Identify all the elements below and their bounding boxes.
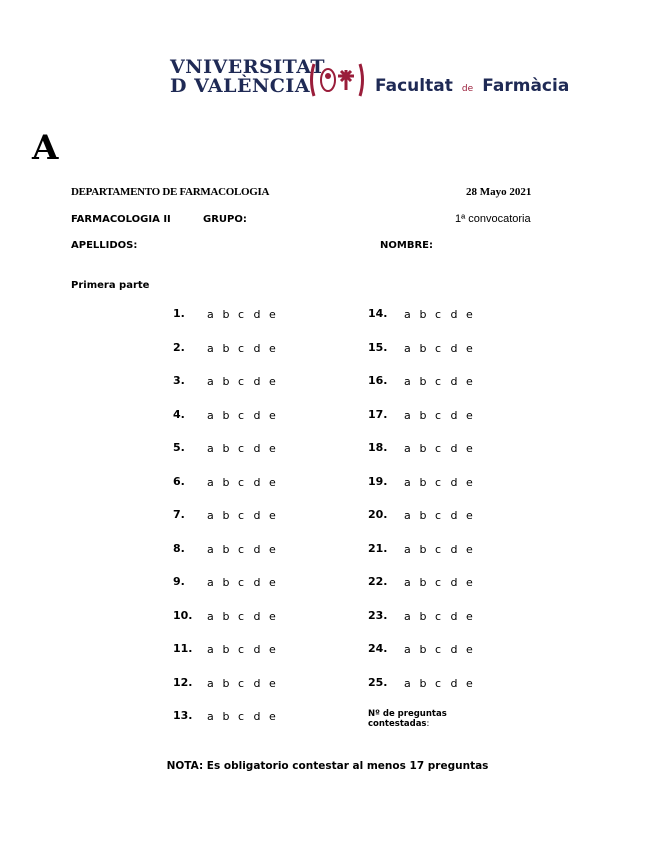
answered-count-label [368, 709, 447, 729]
answer-option[interactable]: c [435, 342, 442, 355]
answer-option[interactable]: d [450, 442, 458, 455]
answer-option[interactable]: b [222, 509, 230, 522]
answer-option[interactable]: e [466, 543, 473, 556]
answer-options [404, 509, 482, 522]
answer-option[interactable]: a [404, 543, 411, 556]
answer-options [207, 576, 285, 589]
question-number: 20. [368, 508, 388, 521]
answer-option[interactable]: d [450, 342, 458, 355]
question-number: 3. [173, 374, 185, 387]
answer-option[interactable]: e [466, 610, 473, 623]
answer-option[interactable]: b [222, 543, 230, 556]
answer-option[interactable]: c [435, 610, 442, 623]
answer-option[interactable]: a [404, 308, 411, 321]
question-number: 14. [368, 307, 388, 320]
answer-option[interactable]: b [222, 610, 230, 623]
answer-option[interactable]: d [450, 509, 458, 522]
answer-option[interactable]: a [207, 342, 214, 355]
answer-option[interactable]: c [238, 576, 245, 589]
faculty-name [375, 76, 569, 96]
question-number: 9. [173, 575, 185, 588]
answer-options [404, 576, 482, 589]
answer-option[interactable]: a [207, 543, 214, 556]
answer-option[interactable]: c [435, 375, 442, 388]
answer-option[interactable]: d [253, 409, 261, 422]
answer-option[interactable]: d [253, 375, 261, 388]
answer-option[interactable]: b [419, 677, 427, 690]
question-number: 24. [368, 642, 388, 655]
question-number: 25. [368, 676, 388, 689]
answer-option[interactable]: a [207, 308, 214, 321]
question-number: 23. [368, 609, 388, 622]
answer-option[interactable]: c [238, 710, 245, 723]
answer-option[interactable]: d [253, 476, 261, 489]
answer-option[interactable]: a [207, 375, 214, 388]
answer-option[interactable]: a [207, 710, 214, 723]
question-number: 2. [173, 341, 185, 354]
answer-option[interactable]: a [404, 509, 411, 522]
answer-option[interactable]: a [404, 409, 411, 422]
answer-option[interactable]: e [466, 375, 473, 388]
answer-option[interactable]: b [419, 543, 427, 556]
question-number: 7. [173, 508, 185, 521]
answer-option[interactable]: e [269, 643, 276, 656]
answer-option[interactable]: a [404, 442, 411, 455]
answer-option[interactable]: c [435, 509, 442, 522]
question-number: 4. [173, 408, 185, 421]
answer-option[interactable]: d [253, 543, 261, 556]
answer-option[interactable]: c [435, 643, 442, 656]
answer-option[interactable]: d [450, 677, 458, 690]
university-seal-icon [308, 62, 366, 98]
answer-option[interactable]: e [466, 576, 473, 589]
answer-option[interactable]: a [207, 442, 214, 455]
answer-option[interactable]: d [253, 710, 261, 723]
answer-options [207, 610, 285, 623]
answer-option[interactable]: e [466, 509, 473, 522]
answer-option[interactable]: e [269, 576, 276, 589]
answer-option[interactable]: e [269, 710, 276, 723]
answer-option[interactable]: a [404, 375, 411, 388]
answer-option[interactable]: c [238, 509, 245, 522]
answer-option[interactable]: d [253, 643, 261, 656]
department-name: DEPARTAMENTO DE FARMACOLOGIA [71, 186, 270, 198]
answer-options [404, 476, 482, 489]
exam-note: NOTA: Es obligatorio contestar al menos 17 preguntas [166, 760, 489, 772]
answer-option[interactable]: d [253, 342, 261, 355]
answer-options [207, 476, 285, 489]
university-name-line2: D VALÈNCIA [170, 75, 311, 97]
answer-option[interactable]: d [450, 375, 458, 388]
answer-option[interactable]: b [419, 509, 427, 522]
answer-option[interactable]: b [419, 342, 427, 355]
answer-option[interactable]: e [269, 610, 276, 623]
answer-options [207, 409, 285, 422]
answer-option[interactable]: d [450, 610, 458, 623]
answer-options [404, 342, 482, 355]
answer-option[interactable]: a [207, 610, 214, 623]
question-number: 8. [173, 542, 185, 555]
answer-options [207, 308, 285, 321]
answer-option[interactable]: e [269, 476, 276, 489]
answer-option[interactable]: e [269, 409, 276, 422]
answer-option[interactable]: c [238, 342, 245, 355]
name-label: NOMBRE: [380, 240, 433, 251]
answer-option[interactable]: d [253, 677, 261, 690]
answer-option[interactable]: d [450, 308, 458, 321]
answered-count-line1: Nº de preguntas [368, 709, 447, 719]
answer-option[interactable]: e [466, 442, 473, 455]
answer-option[interactable]: b [222, 409, 230, 422]
answer-option[interactable]: c [238, 409, 245, 422]
question-number: 22. [368, 575, 388, 588]
exam-version-letter: A [32, 128, 59, 168]
answer-option[interactable]: b [222, 710, 230, 723]
answer-option[interactable]: b [222, 342, 230, 355]
answer-options [404, 543, 482, 556]
answer-option[interactable]: d [253, 610, 261, 623]
answer-option[interactable]: d [253, 576, 261, 589]
answer-option[interactable]: a [207, 677, 214, 690]
answer-option[interactable]: c [435, 409, 442, 422]
faculty-last-word: Farmàcia [482, 76, 570, 96]
answer-option[interactable]: c [435, 543, 442, 556]
answer-option[interactable]: b [419, 375, 427, 388]
section-title: Primera parte [71, 280, 150, 291]
answer-option[interactable]: d [450, 643, 458, 656]
answer-option[interactable]: b [222, 442, 230, 455]
answer-option[interactable]: c [238, 442, 245, 455]
question-number: 21. [368, 542, 388, 555]
question-number: 18. [368, 441, 388, 454]
answer-options [404, 375, 482, 388]
answer-option[interactable]: a [207, 409, 214, 422]
answer-option[interactable]: b [419, 308, 427, 321]
answer-options [207, 342, 285, 355]
answer-option[interactable]: b [222, 643, 230, 656]
question-number: 12. [173, 676, 193, 689]
answer-option[interactable]: b [419, 409, 427, 422]
answer-option[interactable]: d [253, 308, 261, 321]
answer-option[interactable]: a [404, 342, 411, 355]
answer-options [404, 308, 482, 321]
exam-call: 1ª convocatoria [455, 213, 531, 225]
university-name-line1: VNIVERSITAT [170, 56, 326, 78]
question-number: 1. [173, 307, 185, 320]
answer-option[interactable]: b [222, 576, 230, 589]
answer-option[interactable]: a [404, 610, 411, 623]
university-name [170, 58, 325, 96]
answer-option[interactable]: c [435, 308, 442, 321]
answer-option[interactable]: b [419, 442, 427, 455]
question-number: 17. [368, 408, 388, 421]
answer-option[interactable]: c [238, 643, 245, 656]
answer-option[interactable]: e [269, 543, 276, 556]
question-number: 11. [173, 642, 193, 655]
answer-option[interactable]: e [466, 643, 473, 656]
faculty-first-word: Facultat [375, 76, 453, 96]
exam-date: 28 Mayo 2021 [466, 186, 532, 198]
answer-option[interactable]: a [404, 643, 411, 656]
answer-option[interactable]: b [222, 476, 230, 489]
answer-option[interactable]: d [450, 409, 458, 422]
answer-option[interactable]: c [238, 610, 245, 623]
answer-option[interactable]: c [238, 308, 245, 321]
question-number: 6. [173, 475, 185, 488]
answer-options [207, 710, 285, 723]
answer-option[interactable]: e [466, 409, 473, 422]
answer-option[interactable]: c [435, 576, 442, 589]
answer-options [207, 543, 285, 556]
answer-option[interactable]: e [466, 476, 473, 489]
answer-options [207, 643, 285, 656]
answer-option[interactable]: c [435, 442, 442, 455]
answer-option[interactable]: a [404, 476, 411, 489]
answer-option[interactable]: a [207, 509, 214, 522]
answer-option[interactable]: d [450, 476, 458, 489]
answer-option[interactable]: b [419, 610, 427, 623]
answer-options [404, 409, 482, 422]
answer-option[interactable]: e [269, 677, 276, 690]
answer-option[interactable]: d [253, 509, 261, 522]
answer-option[interactable]: c [238, 677, 245, 690]
answer-option[interactable]: e [269, 342, 276, 355]
question-number: 19. [368, 475, 388, 488]
answer-option[interactable]: c [238, 476, 245, 489]
answer-option[interactable]: d [450, 576, 458, 589]
answer-option[interactable]: e [269, 442, 276, 455]
question-number: 10. [173, 609, 193, 622]
answer-option[interactable]: b [419, 476, 427, 489]
group-label: GRUPO: [203, 214, 247, 225]
answer-option[interactable]: e [466, 308, 473, 321]
answer-option[interactable]: c [435, 677, 442, 690]
answer-option[interactable]: c [238, 375, 245, 388]
answer-option[interactable]: c [238, 543, 245, 556]
university-logo [170, 56, 570, 108]
answer-option[interactable]: b [222, 375, 230, 388]
answer-options [404, 610, 482, 623]
subject-name: FARMACOLOGIA II [71, 214, 171, 225]
question-number: 15. [368, 341, 388, 354]
answer-option[interactable]: a [207, 643, 214, 656]
answer-option[interactable]: a [207, 576, 214, 589]
answer-options [207, 509, 285, 522]
answer-option[interactable]: c [435, 476, 442, 489]
question-number: 16. [368, 374, 388, 387]
answer-option[interactable]: d [450, 543, 458, 556]
surname-label: APELLIDOS: [71, 240, 138, 251]
answer-option[interactable]: e [466, 677, 473, 690]
answer-option[interactable]: b [222, 308, 230, 321]
answer-options [207, 677, 285, 690]
answer-option[interactable]: a [404, 576, 411, 589]
answer-option[interactable]: a [404, 677, 411, 690]
answered-count-line2: contestadas [368, 719, 427, 729]
answer-option[interactable]: a [207, 476, 214, 489]
answer-option[interactable]: e [269, 308, 276, 321]
answer-options [404, 677, 482, 690]
answer-options [207, 375, 285, 388]
question-number: 5. [173, 441, 185, 454]
answer-option[interactable]: b [222, 677, 230, 690]
answer-options [207, 442, 285, 455]
faculty-de: de [461, 84, 474, 94]
question-number: 13. [173, 709, 193, 722]
answered-count-colon: : [426, 719, 430, 729]
answer-option[interactable]: e [269, 509, 276, 522]
answer-options [404, 643, 482, 656]
answer-option[interactable]: d [253, 442, 261, 455]
answer-option[interactable]: e [269, 375, 276, 388]
answer-option[interactable]: b [419, 576, 427, 589]
answer-options [404, 442, 482, 455]
answer-option[interactable]: b [419, 643, 427, 656]
answer-option[interactable]: e [466, 342, 473, 355]
